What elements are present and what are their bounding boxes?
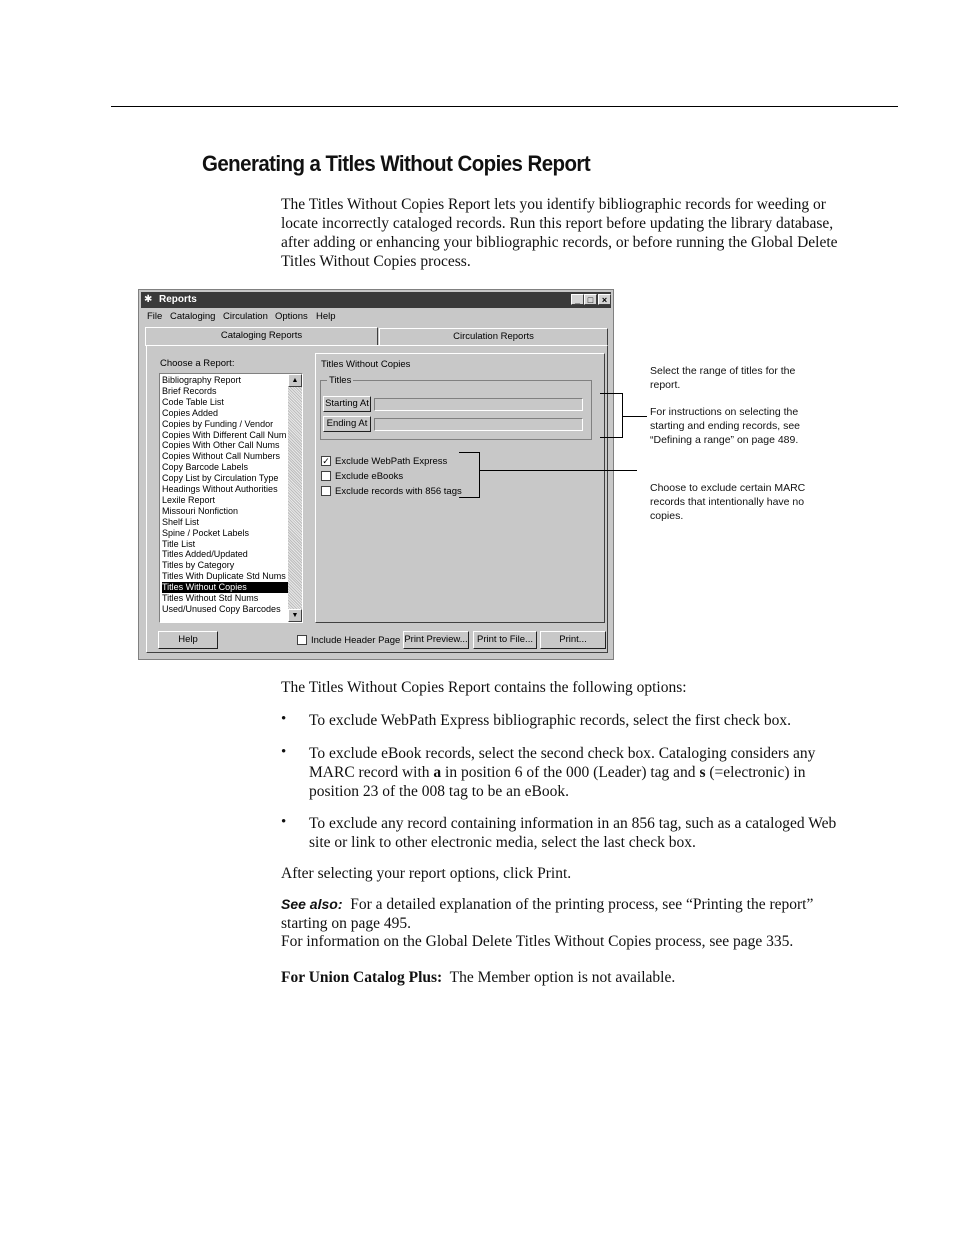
bracket-leader	[623, 416, 647, 417]
ending-at-field[interactable]	[374, 418, 583, 431]
bullet-marker: •	[281, 744, 287, 760]
ending-at-button[interactable]: Ending At	[323, 416, 371, 432]
webpath-label: Exclude WebPath Express	[335, 456, 448, 467]
header-rule	[111, 106, 898, 107]
report-list-item[interactable]: Copies Without Call Numbers	[162, 451, 281, 462]
titles-group-label: Titles	[329, 375, 352, 386]
report-list[interactable]	[159, 373, 303, 623]
maximize-icon[interactable]: □	[584, 294, 597, 305]
report-list-item[interactable]: Titles by Category	[162, 560, 235, 571]
bracket-bottom	[600, 437, 623, 438]
title-bar	[141, 292, 611, 308]
bullet-ebooks-pre: To exclude eBook records, select the second check box. Cataloging considers any MARC record with	[309, 745, 816, 781]
options-title: Titles Without Copies	[321, 359, 411, 370]
report-list-item[interactable]: Copies by Funding / Vendor	[162, 418, 274, 429]
choose-report-label: Choose a Report:	[160, 358, 235, 369]
report-list-item[interactable]: Bibliography Report	[162, 375, 242, 385]
bullet-ebooks	[309, 744, 844, 801]
report-list-item[interactable]: Copies With Other Call Nums	[162, 440, 280, 451]
report-list-item[interactable]: Code Table List	[162, 396, 224, 407]
report-list-item[interactable]: Titles Added/Updated	[162, 549, 248, 560]
report-list-item[interactable]: Titles Without Std Nums	[162, 593, 259, 603]
bracket2-vertical	[479, 452, 480, 497]
include-header-checkbox[interactable]	[297, 635, 307, 645]
app-icon: ✱	[144, 294, 153, 305]
options-intro: The Titles Without Copies Report contains the following options:	[281, 679, 687, 696]
intro-paragraph: The Titles Without Copies Report lets you identify bibliographic records for weeding or locate incorrectly cataloged records. Run this report before updating the library database, after adding or enhancing your bibliographic records, or before running the Global Delete Titles Without Copies process.	[281, 196, 838, 270]
global-delete-note: For information on the Global Delete Titles Without Copies process, see page 335.	[281, 933, 794, 950]
bullet-marker: •	[281, 711, 287, 727]
856-label: Exclude records with 856 tags	[335, 486, 462, 497]
report-list-item[interactable]: Headings Without Authorities	[162, 484, 278, 494]
callout-range: Select the range of titles for the report.	[650, 365, 796, 391]
print-to-file-button[interactable]: Print to File...	[473, 631, 537, 649]
856-checkbox[interactable]	[321, 486, 331, 496]
tab-cataloging-reports[interactable]: Cataloging Reports	[145, 327, 378, 346]
union-catalog-note	[281, 968, 841, 987]
report-list-item[interactable]: Lexile Report	[162, 494, 216, 505]
report-list-item[interactable]: Brief Records	[162, 385, 217, 396]
report-list-item[interactable]: Title List	[162, 538, 196, 549]
bullet-ebooks-a: a	[433, 764, 442, 781]
ebooks-checkbox[interactable]	[321, 471, 331, 481]
see-also	[281, 895, 841, 933]
print-preview-button[interactable]: Print Preview...	[403, 631, 469, 649]
print-button[interactable]: Print...	[540, 631, 606, 649]
bracket2-top	[459, 452, 480, 453]
reports-window	[138, 289, 614, 660]
menu-help[interactable]: Help	[316, 311, 336, 322]
bracket2-leader	[480, 470, 637, 471]
menu-cataloging[interactable]: Cataloging	[170, 311, 216, 322]
callout-exclude: Choose to exclude certain MARC records that intentionally have no copies.	[650, 482, 806, 522]
union-text: The Member option is not available.	[449, 969, 676, 986]
menu-circulation[interactable]: Circulation	[223, 311, 268, 322]
menu-options[interactable]: Options	[275, 311, 308, 322]
webpath-checkbox[interactable]: ✓	[322, 456, 330, 466]
bullet-marker: •	[281, 814, 287, 830]
after-selecting: After selecting your report options, click Print.	[281, 865, 572, 882]
report-list-item[interactable]: Missouri Nonfiction	[162, 505, 239, 516]
starting-at-field[interactable]	[374, 398, 583, 411]
menu-file[interactable]: File	[147, 311, 163, 322]
close-icon[interactable]: ×	[598, 294, 611, 305]
scroll-down-icon[interactable]: ▼	[288, 609, 302, 622]
tab-circulation-reports[interactable]: Circulation Reports	[379, 328, 608, 345]
ebooks-label: Exclude eBooks	[335, 471, 404, 482]
starting-at-button[interactable]: Starting At	[323, 396, 371, 412]
callout-instructions: For instructions on selecting the starting and ending records, see “Defining a range” on page 489.	[650, 406, 801, 446]
page-heading: Generating a Titles Without Copies Report	[202, 151, 591, 176]
list-scrollbar[interactable]	[288, 374, 302, 622]
report-list-item[interactable]: Shelf List	[162, 516, 200, 527]
help-button[interactable]: Help	[158, 631, 218, 649]
bullet-webpath: To exclude WebPath Express bibliographic records, select the first check box.	[309, 712, 792, 729]
see-also-label: See also:	[281, 896, 343, 912]
report-list-item[interactable]: Titles With Duplicate Std Nums	[162, 571, 286, 582]
report-list-item[interactable]: Used/Unused Copy Barcodes	[162, 603, 281, 614]
bracket-top	[600, 393, 623, 394]
window-title: Reports	[159, 294, 197, 305]
report-list-item[interactable]: Copies With Different Call Num	[162, 429, 287, 440]
report-list-item[interactable]: Titles Without Copies	[162, 582, 290, 593]
include-header-label: Include Header Page	[311, 635, 401, 646]
bullet-ebooks-post: (=electronic) in position 23 of the 008 tag to be an eBook.	[309, 764, 806, 800]
bullet-856: To exclude any record containing information in an 856 tag, such as a cataloged Web site or link to other electronic media, select the last check box.	[309, 815, 837, 851]
union-label: For Union Catalog Plus:	[281, 969, 443, 986]
report-list-item[interactable]: Copy Barcode Labels	[162, 462, 249, 473]
scroll-up-icon[interactable]: ▲	[288, 374, 302, 387]
see-also-text: For a detailed explanation of the printing process, see “Printing the report” starting on page 495.	[281, 896, 814, 932]
report-list-item[interactable]: Copy List by Circulation Type	[162, 473, 279, 484]
minimize-icon[interactable]: _	[571, 294, 584, 305]
report-list-item[interactable]: Copies Added	[162, 407, 219, 418]
bullet-ebooks-mid: in position 6 of the 000 (Leader) tag and	[441, 764, 700, 781]
bullet-ebooks-s: s	[699, 764, 706, 781]
report-list-item[interactable]: Spine / Pocket Labels	[162, 527, 250, 538]
bracket2-bottom	[459, 497, 480, 498]
